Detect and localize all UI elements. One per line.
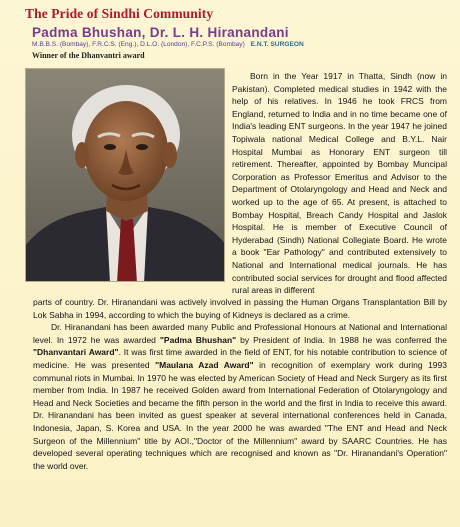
- p2-text-b: by President of India. In 1988 he was conferred the: [236, 334, 447, 345]
- award-subtitle: Winner of the Dhanvantri award: [32, 51, 145, 60]
- qualifications-line: [32, 41, 448, 48]
- specialty-label: E.N.T. SURGEON: [250, 41, 304, 48]
- p2-text-d: in recognition of exemplary work during 1993 communal riots in Mumbai. In 1970 he was elected by American Society of Head and Neck Surgery as its first member from India. In 1987 he received Golden award from International Federation of Otolaryngology and Head and Neck Societies and became the fifth person in the world and the first in India to receive this award. Dr. Hiranandani has been invited as guest speaker at several international conferences held in Canada, Indonesia, Japan, S. Korea and USA. In the year 2000 he was awarded "The ENT and Head and Neck Surgeon of the Millennium" title by AOI.,"Doctor of the Millennium" award by SAARC Countries. He has developed several operating techniques which are recognised and known as "Dr. Hiranandani's Operation" the world over.: [33, 359, 447, 471]
- bio-column-text: [232, 70, 447, 297]
- p2-text-a: Dr. Hiranandani has been awarded many Public and Professional Honours at National and International level. In 1972 he was awarded: [33, 322, 447, 345]
- bio-full-width-text: [33, 296, 447, 472]
- page-title: The Pride of Sindhi Community: [25, 6, 214, 21]
- bio-paragraph-1: Born in the Year 1917 in Thatta, Sindh (now in Pakistan). Completed medical studies in 1942 with the help of his relatives. In 1946 he took FRCS from England, returned to India and in no time became one of India's leading ENT surgeons. In the year 1947 he joined Topiwala national Medical College and B.Y.L. Nair Hospital Mumbai as Honorary ENT surgeon till retirement. Thereafter, appointed by Bombay Muncipal Corporation as Professor Emeritus and Advisor to the Department of Otolaryngology and Head and Neck and worked up to the age of 65. At present, is attached to Bombay Hospital, Breach Candy Hospital and Jaslok Hospital. He is member of Executive Council of Hyderabad (Sindh) National Collegiate Board. He wrote a book "Ear Pathology" and contributed extensively to National and International medical journals. He has contributed social services for drought and flood affected rural areas in different: [232, 71, 447, 296]
- bio-paragraph-1-continuation: parts of country. Dr. Hiranandani was actively involved in passing the Human Organs Transplantation Bill by Lok Sabha in 1994, according to which the buying of Kidneys is declared as a crime.: [33, 297, 447, 320]
- padma-bhushan-award: "Padma Bhushan": [159, 334, 237, 345]
- p2-text-c: . It was first time awarded in the field of ENT, for his notable contribution to science of medicine. He was presented: [33, 347, 447, 370]
- dhanvantari-award: "Dhanvantari Award": [33, 347, 119, 358]
- portrait-photo: [25, 68, 225, 282]
- person-name: Padma Bhushan, Dr. L. H. Hiranandani: [32, 25, 289, 40]
- maulana-azad-award: "Maulana Azad Award": [155, 359, 254, 370]
- qualifications: M.B.B.S. (Bombay), F.R.C.S. (Eng.), D.L.O. (London), F.C.P.S. (Bombay): [32, 41, 245, 48]
- bio-paragraph-2: [33, 321, 447, 472]
